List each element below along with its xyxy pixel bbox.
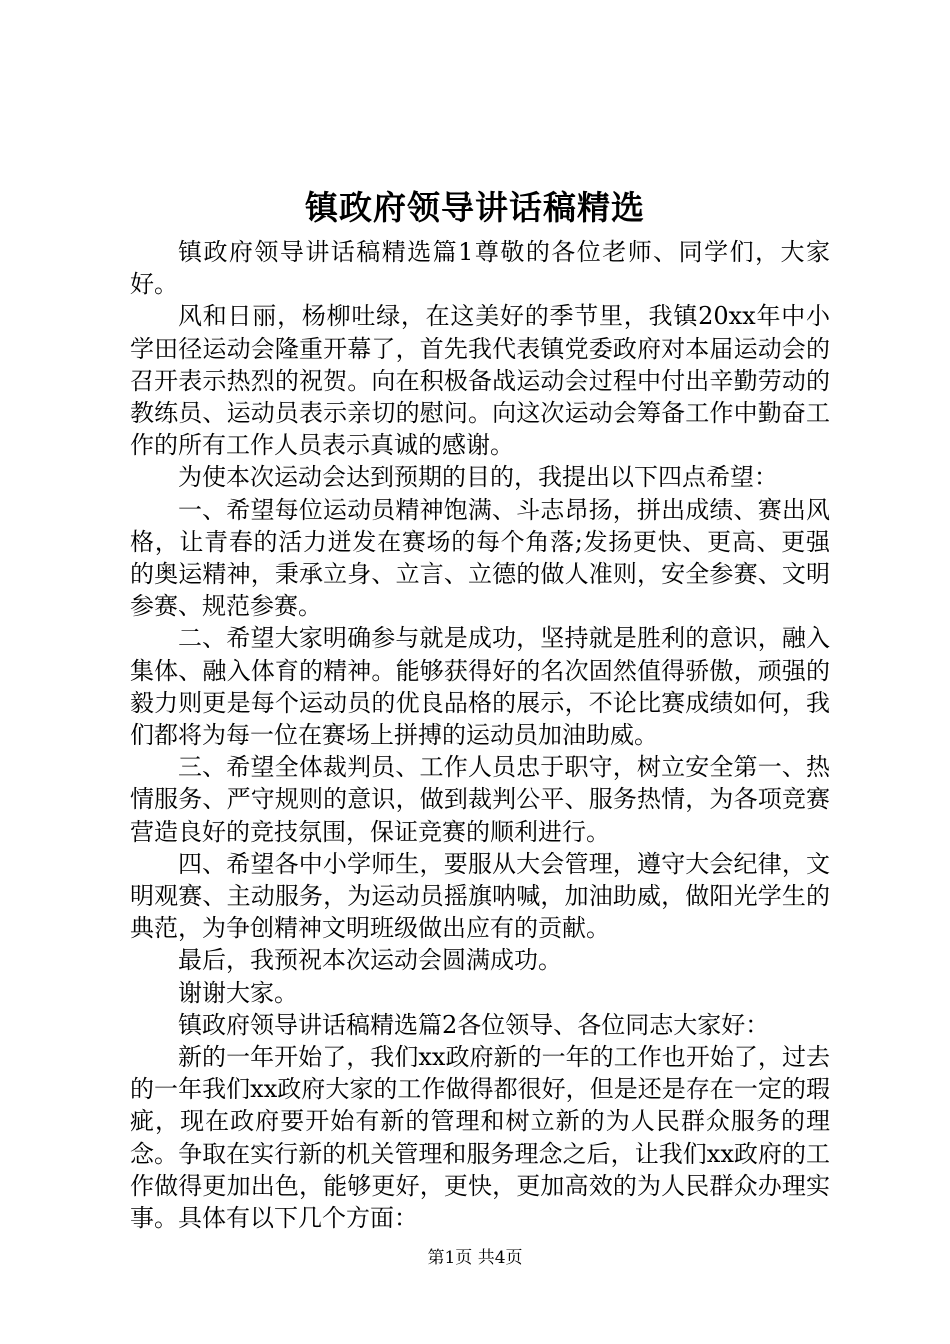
paragraph: 三、希望全体裁判员、工作人员忠于职守，树立安全第一、热情服务、严守规则的意识，做到裁判公平、服务热情，为各项竞赛营造良好的竞技氛围，保证竞赛的顺利进行。 xyxy=(130,753,830,846)
document-body xyxy=(130,236,830,1234)
paragraph: 四、希望各中小学师生，要服从大会管理，遵守大会纪律，文明观赛、主动服务，为运动员摇旗呐喊，加油助威，做阳光学生的典范，为争创精神文明班级做出应有的贡献。 xyxy=(130,849,830,943)
document-title: 镇政府领导讲话稿精选 xyxy=(305,188,645,227)
page-footer: 第1页 共4页 xyxy=(427,1248,523,1268)
paragraph: 镇政府领导讲话稿精选篇2各位领导、各位同志大家好： xyxy=(178,1010,770,1039)
paragraph: 为使本次运动会达到预期的目的，我提出以下四点希望： xyxy=(178,463,778,492)
paragraph: 二、希望大家明确参与就是成功，坚持就是胜利的意识，融入集体、融入体育的精神。能够获得好的名次固然值得骄傲，顽强的毅力则更是每个运动员的优良品格的展示，不论比赛成绩如何，我们都将为每一位在赛场上拼搏的运动员加油助威。 xyxy=(130,624,830,750)
paragraph: 镇政府领导讲话稿精选篇1尊敬的各位老师、同学们，大家好。 xyxy=(130,238,830,299)
paragraph: 谢谢大家。 xyxy=(178,978,298,1007)
paragraph: 最后，我预祝本次运动会圆满成功。 xyxy=(178,946,562,975)
paragraph: 一、希望每位运动员精神饱满、斗志昂扬，拼出成绩、赛出风格，让青春的活力迸发在赛场的每个角落;发扬更快、更高、更强的奥运精神，秉承立身、立言、立德的做人准则，安全参赛、文明参赛、规范参赛。 xyxy=(130,495,830,621)
paragraph: 风和日丽，杨柳吐绿，在这美好的季节里，我镇20xx年中小学田径运动会隆重开幕了，首先我代表镇党委政府对本届运动会的召开表示热烈的祝贺。向在积极备战运动会过程中付出辛勤劳动的教练员、运动员表示亲切的慰问。向这次运动会筹备工作中勤奋工作的所有工作人员表示真诚的感谢。 xyxy=(130,302,830,460)
paragraph: 新的一年开始了，我们xx政府新的一年的工作也开始了，过去的一年我们xx政府大家的工作做得都很好，但是还是存在一定的瑕疵，现在政府要开始有新的管理和树立新的为人民群众服务的理念。争取在实行新的机关管理和服务理念之后，让我们xx政府的工作做得更加出色，能够更好，更快，更加高效的为人民群众办理实事。具体有以下几个方面： xyxy=(130,1043,830,1233)
